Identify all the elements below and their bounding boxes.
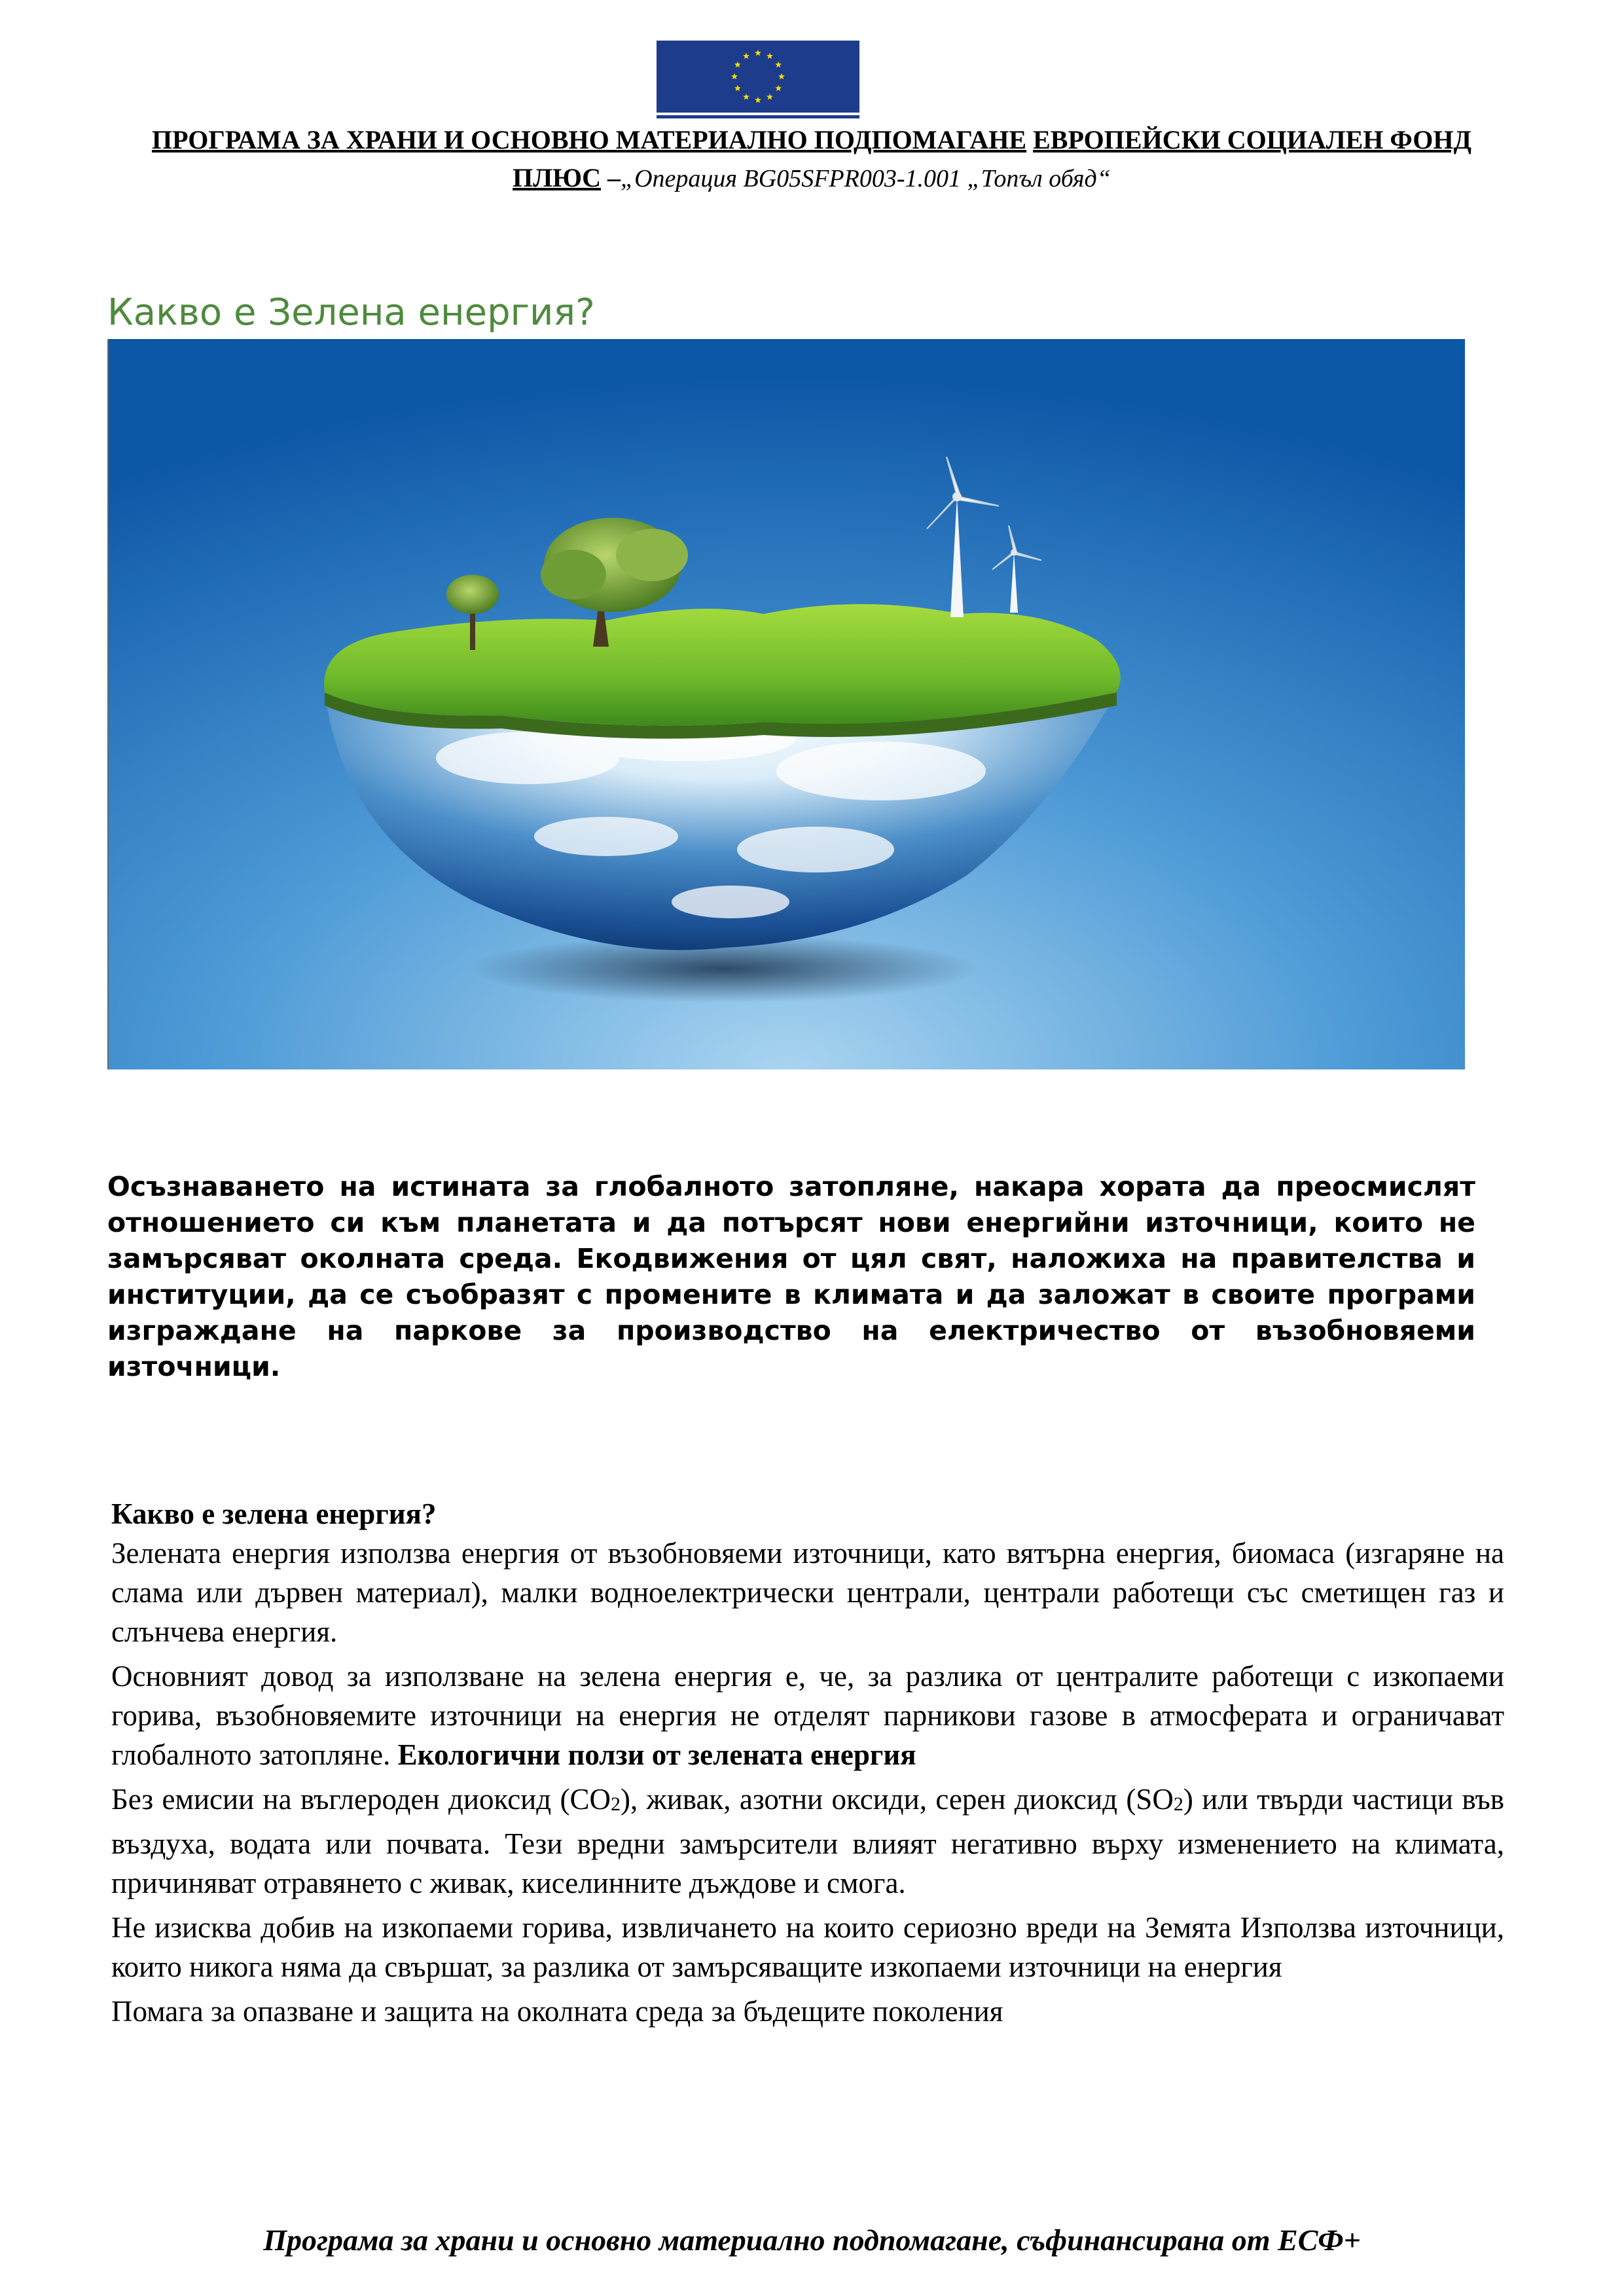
eu-flag-logo bbox=[657, 41, 859, 113]
header-dash: – bbox=[600, 163, 621, 192]
header-plus: ПЛЮС bbox=[513, 163, 601, 192]
page-footer: Програма за храни и основно материално подпомагане, съфинансирана от ЕСФ+ bbox=[263, 2223, 1361, 2257]
so2-subscript: 2 bbox=[1173, 1793, 1183, 1815]
emissions-text-c: ) или твърди частици във въздуха, водата или почвата. Тези вредни замърсители влияят негативно върху изменението на климата, причиняват отравянето с живак, киселинните дъждове и смога. bbox=[111, 1783, 1504, 1899]
main-reason-text: Основният довод за използване на зелена енергия е, че, за разлика от централите работещи с изкопаеми горива, възобновяемите източници на енергия не отделят парникови газове в атмосферата и ограничават глобалното затопляне. bbox=[111, 1660, 1504, 1771]
eu-flag-underline bbox=[657, 115, 859, 118]
paragraph-definition: Зелената енергия използва енергия от възобновяеми източници, като вятърна енергия, биомаса (изгаряне на слама или дървен материал), малки водноелектрически централи, централи работещи със сметищен газ и слънчева енергия. bbox=[111, 1537, 1504, 1648]
paragraph-no-fossil-fuels: Не изисква добив на изкопаеми горива, извличането на които сериозно вреди на Земята Използва източници, които никога няма да свършат, за разлика от замърсяващите изкопаеми източници на енергия bbox=[111, 1911, 1504, 1983]
lead-paragraph: Осъзнаването на истината за глобалното затопляне, накара хората да преосмислят отношението си към планетата и да потърсят нови енергийни източници, които не замърсяват околната среда. Екодвижения от цял свят, наложиха на правителства и институции, да се съобразят с промените в климата и да заложат в своите програми изграждане на паркове за производство на електричество от възобновяеми източници. bbox=[107, 1171, 1475, 1382]
hero-image bbox=[107, 339, 1465, 1069]
header-line-2 bbox=[98, 159, 1525, 198]
paragraph-main-reason bbox=[111, 1657, 1504, 1774]
program-header bbox=[98, 121, 1525, 198]
paragraph-no-emissions bbox=[111, 1780, 1504, 1903]
page-title: Какво е Зелена енергия? bbox=[107, 291, 595, 334]
eco-benefits-subheading: Екологични ползи от зелената енергия bbox=[397, 1738, 916, 1771]
header-operation: „Операция BG05SFPR003-1.001 „Топъл обяд“ bbox=[620, 165, 1111, 192]
header-fund-name: ЕВРОПЕЙСКИ СОЦИАЛЕН ФОНД bbox=[1033, 125, 1471, 154]
section-heading: Какво е зелена енергия? bbox=[111, 1498, 437, 1530]
paragraph-protect-environment: Помага за опазване и защита на околната среда за бъдещите поколения bbox=[111, 1995, 1003, 2028]
co2-subscript: 2 bbox=[611, 1793, 621, 1815]
green-energy-section bbox=[111, 1494, 1504, 2036]
green-energy-floating-earth-image bbox=[109, 339, 1465, 1069]
emissions-text-b: ), живак, азотни оксиди, серен диоксид (SO bbox=[621, 1783, 1174, 1816]
header-line-1 bbox=[98, 121, 1525, 159]
emissions-text-a: Без емисии на въглероден диоксид (CO bbox=[111, 1783, 611, 1816]
header-program-name: ПРОГРАМА ЗА ХРАНИ И ОСНОВНО МАТЕРИАЛНО ПОДПОМАГАНЕ bbox=[151, 125, 1027, 154]
eu-flag-icon bbox=[657, 41, 859, 113]
